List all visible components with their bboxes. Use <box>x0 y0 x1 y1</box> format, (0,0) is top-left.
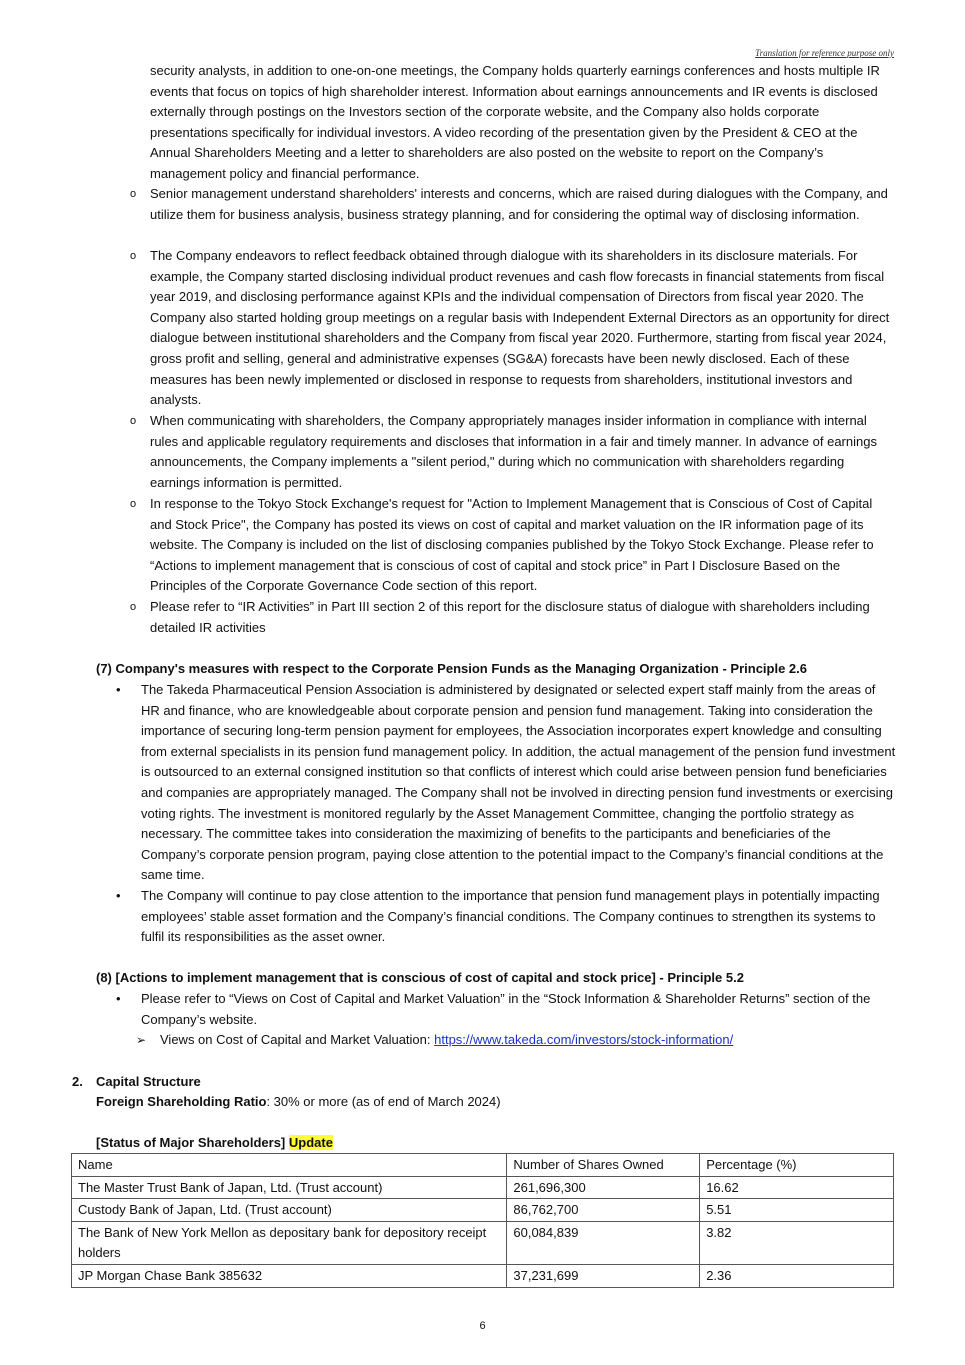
page-number: 6 <box>479 1320 486 1332</box>
update-badge: Update <box>288 1135 333 1150</box>
major-shareholders-table <box>71 1153 894 1288</box>
cell-percentage: 3.82 <box>700 1221 894 1264</box>
sub-bullet-3: When communicating with shareholders, the Company appropriately manages insider information in compliance with internal rules and applicable regulatory requirements and discloses that information in a fair and timely manner. In advance of earnings announcements, the Company implements a "silent period," during which no communication with shareholders regarding earnings information is permitted. <box>150 413 877 490</box>
cell-name: Custody Bank of Japan, Ltd. (Trust account) <box>72 1199 507 1222</box>
ratio-value: : 30% or more (as of end of March 2024) <box>266 1094 501 1109</box>
cell-name: The Master Trust Bank of Japan, Ltd. (Trust account) <box>72 1176 507 1199</box>
cell-percentage: 2.36 <box>700 1264 894 1287</box>
cost-of-capital-label: Views on Cost of Capital and Market Valuation: <box>160 1032 435 1047</box>
table-row <box>72 1264 894 1287</box>
table-row <box>72 1176 894 1199</box>
major-shareholders-title <box>96 1133 333 1153</box>
dot-bullet-icon: • <box>116 682 121 697</box>
table-row <box>72 1221 894 1264</box>
section-2-title: Capital Structure <box>96 1074 201 1089</box>
major-shareholders-label: [Status of Major Shareholders] <box>96 1135 286 1150</box>
section-7-bullet-2: The Company will continue to pay close attention to the importance that pension fund management plays in potentially impacting employees’ stable asset formation and the Company’s financial conditions. The Company continues to strengthen its systems to fulfil its responsibilities as the asset owner. <box>141 888 880 945</box>
circle-bullet-icon: o <box>130 601 137 613</box>
circle-bullet-icon: o <box>130 498 137 510</box>
sub-bullet-1: Senior management understand shareholders' interests and concerns, which are raised during dialogues with the Company, and utilize them for business analysis, business strategy planning, and for considering the optimal way of disclosing information. <box>150 186 888 222</box>
arrow-bullet-icon: ➢ <box>136 1033 147 1047</box>
section-2-number: 2. <box>72 1074 83 1089</box>
section-8-heading: (8) [Actions to implement management that is conscious of cost of capital and stock price] - Principle 5.2 <box>96 970 744 985</box>
ratio-label: Foreign Shareholding Ratio <box>96 1094 267 1109</box>
translation-note: Translation for reference purpose only <box>755 48 894 58</box>
dot-bullet-icon: • <box>116 888 121 903</box>
section-7-heading: (7) Company's measures with respect to the Corporate Pension Funds as the Managing Organization - Principle 2.6 <box>96 661 808 676</box>
table-header-row <box>72 1154 894 1177</box>
sub-bullet-4: In response to the Tokyo Stock Exchange's request for "Action to Implement Management that is Conscious of Cost of Capital and Stock Price", the Company has posted its views on cost of capital and market valuation on the IR information page of its website. The Company is included on the list of disclosing companies published by the Tokyo Stock Exchange. Please refer to “Actions to implement management that is conscious of cost of capital and stock price” in Part I Disclosure Based on the Principles of the Corporate Governance Code section of this report. <box>150 496 874 594</box>
stock-information-link[interactable]: https://www.takeda.com/investors/stock-information/ <box>434 1032 734 1047</box>
cell-shares: 37,231,699 <box>507 1264 700 1287</box>
cell-shares: 86,762,700 <box>507 1199 700 1222</box>
cell-percentage: 5.51 <box>700 1199 894 1222</box>
header-shares: Number of Shares Owned <box>507 1154 700 1177</box>
table-row <box>72 1199 894 1222</box>
foreign-shareholding-ratio <box>96 1092 896 1113</box>
sub-bullet-5: Please refer to “IR Activities” in Part III section 2 of this report for the disclosure status of dialogue with shareholders including detailed IR activities <box>150 599 870 635</box>
cell-shares: 261,696,300 <box>507 1176 700 1199</box>
circle-bullet-icon: o <box>130 188 137 200</box>
circle-bullet-icon: o <box>130 415 137 427</box>
header-name: Name <box>72 1154 507 1177</box>
cell-name: The Bank of New York Mellon as depositary bank for depository receipt holders <box>72 1221 507 1264</box>
cost-of-capital-reference <box>160 1030 895 1051</box>
intro-paragraph: security analysts, in addition to one-on-one meetings, the Company holds quarterly earnings conferences and hosts multiple IR events that focus on topics of high shareholder interest. Information about earnings announcements and IR events is disclosed externally through postings on the Investors section of the corporate website, and the Company also holds corporate presentations specifically for individual investors. A video recording of the presentation given by the President & CEO at the Annual Shareholders Meeting and a letter to shareholders are also posted on the website to report on the Company’s management policy and financial performance. <box>150 63 880 181</box>
section-8-bullet: Please refer to “Views on Cost of Capital and Market Valuation” in the “Stock Information & Shareholder Returns” section of the Company’s website. <box>141 991 871 1027</box>
section-7-bullet-1: The Takeda Pharmaceutical Pension Association is administered by designated or selected expert staff mainly from the areas of HR and finance, who are knowledgeable about corporate pension and pension fund management. Taking into consideration the importance of securing long-term pension payment for employees, the Association incorporates expert knowledge and consulting from external specialists in its pension fund management policy. In addition, the actual management of the pension fund investment is outsourced to an external consigned institution so that conflicts of interest which could arise between pension fund beneficiaries and companies are appropriately managed. The Company shall not be involved in directing pension fund investments or exercising voting rights. The investment is monitored regularly by the Asset Management Committee, changing the portfolio strategy as necessary. The committee takes into consideration the maximizing of benefits to the participants and beneficiaries of the Company’s corporate pension program, paying close attention to the potential impact to the Company’s financial conditions at the same time. <box>141 682 896 883</box>
header-percentage: Percentage (%) <box>700 1154 894 1177</box>
dot-bullet-icon: • <box>116 991 121 1006</box>
circle-bullet-icon: o <box>130 250 137 262</box>
cell-percentage: 16.62 <box>700 1176 894 1199</box>
cell-shares: 60,084,839 <box>507 1221 700 1264</box>
cell-name: JP Morgan Chase Bank 385632 <box>72 1264 507 1287</box>
sub-bullet-2: The Company endeavors to reflect feedback obtained through dialogue with its shareholders in its disclosure materials. For example, the Company started disclosing individual product revenues and cash flow forecasts in financial statements from fiscal year 2019, and disclosing performance against KPIs and the individual compensation of Directors from fiscal year 2020. The Company also started holding group meetings on a regular basis with Independent External Directors as an opportunity for direct dialogue between institutional shareholders and the Company from fiscal year 2020. Furthermore, starting from fiscal year 2024, gross profit and selling, general and administrative expenses (SG&A) forecasts have been newly disclosed. Each of these measures has been newly implemented or disclosed in response to requests from shareholders, institutional investors and analysts. <box>150 248 890 408</box>
